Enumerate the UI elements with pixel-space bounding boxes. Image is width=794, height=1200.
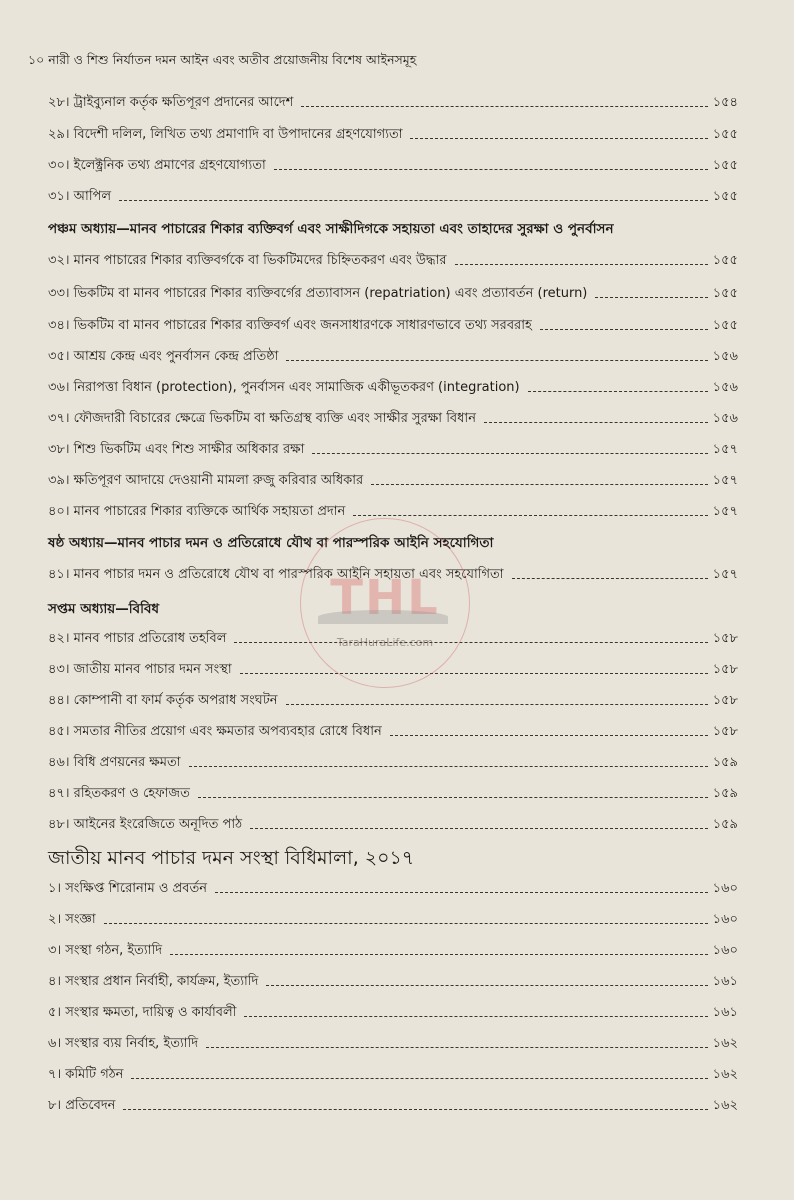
entry-title: ৪১। মানব পাচার দমন ও প্রতিরোধে যৌথ বা পারস্পরিক আইনি সহায়তা এবং সহযোগিতা xyxy=(48,567,504,582)
entry-title: ৪৮। আইনের ইংরেজিতে অনূদিত পাঠ xyxy=(48,817,243,832)
page-number: ১৫৭ xyxy=(712,504,738,519)
entry-title: ১। সংক্ষিপ্ত শিরোনাম ও প্রবর্তন xyxy=(48,881,208,896)
page-number: ১৫৬ xyxy=(712,411,738,426)
page-number: ১৫৯ xyxy=(712,755,738,770)
toc-entry xyxy=(48,967,738,993)
page-number: ১৬২ xyxy=(712,1036,738,1051)
entry-title: ৪০। মানব পাচারের শিকার ব্যক্তিকে আর্থিক সহায়তা প্রদান xyxy=(48,504,346,519)
page-number: ১৬০ xyxy=(712,943,738,958)
dot-leader xyxy=(353,515,708,516)
entry-title: ৪২। মানব পাচার প্রতিরোধ তহবিল xyxy=(48,631,227,646)
entry-title: ৩। সংস্থা গঠন, ইত্যাদি xyxy=(48,943,163,958)
page-number: ১৬০ xyxy=(712,912,738,927)
toc-entry xyxy=(48,1029,738,1055)
toc-entry xyxy=(48,404,738,430)
entry-title: ৩৮। শিশু ভিকটিম এবং শিশু সাক্ষীর অধিকার রক্ষা xyxy=(48,442,305,457)
entry-title: ৪৬। বিধি প্রণয়নের ক্ষমতা xyxy=(48,755,181,770)
entry-title: ২৯। বিদেশী দলিল, লিখিত তথ্য প্রমাণাদি বা উপাদানের গ্রহণযোগ্যতা xyxy=(48,127,403,142)
dot-leader xyxy=(123,1109,708,1110)
dot-leader xyxy=(390,735,708,736)
page-number: ১৬০ xyxy=(712,881,738,896)
toc-entry xyxy=(48,373,738,399)
rules-title: জাতীয় মানব পাচার দমন সংস্থা বিধিমালা, ২০১৭ xyxy=(48,847,415,869)
toc-entry xyxy=(48,1060,738,1086)
dot-leader xyxy=(170,954,708,955)
page-number: ১৫৮ xyxy=(712,693,738,708)
page-number: ১৬২ xyxy=(712,1098,738,1113)
dot-leader xyxy=(250,828,708,829)
dot-leader xyxy=(131,1078,708,1079)
toc-entry xyxy=(48,779,738,805)
entry-title: ৩৫। আশ্রয় কেন্দ্র এবং পুনর্বাসন কেন্দ্র প্রতিষ্ঠা xyxy=(48,349,279,364)
entry-title: ৪। সংস্থার প্রধান নির্বাহী, কার্যক্রম, ইত্যাদি xyxy=(48,974,259,989)
entry-title: ৮। প্রতিবেদন xyxy=(48,1098,116,1113)
dot-leader xyxy=(540,329,708,330)
dot-leader xyxy=(301,106,708,107)
entry-title: ৩৩। ভিকটিম বা মানব পাচারের শিকার ব্যক্তিবর্গের প্রত্যাবাসন (repatriation) এবং প্রত্যাবর্তন (return) xyxy=(48,286,588,301)
dot-leader xyxy=(274,169,708,170)
dot-leader xyxy=(244,1016,708,1017)
toc-entry xyxy=(48,905,738,931)
entry-title: ৩২। মানব পাচারের শিকার ব্যক্তিবর্গকে বা ভিকটিমদের চিহ্নিতকরণ এবং উদ্ধার xyxy=(48,253,447,268)
watermark-swoosh xyxy=(318,610,448,624)
toc-entry xyxy=(48,151,738,177)
toc-entry xyxy=(48,936,738,962)
toc-entry xyxy=(48,810,738,836)
dot-leader xyxy=(198,797,708,798)
entry-title: ৩১। আপিল xyxy=(48,189,112,204)
page-number: ১৫৬ xyxy=(712,380,738,395)
page-number: ১৫৫ xyxy=(712,286,738,301)
entry-title: ৪৩। জাতীয় মানব পাচার দমন সংস্থা xyxy=(48,662,232,677)
dot-leader xyxy=(595,297,708,298)
dot-leader xyxy=(286,360,708,361)
page-number: ১৬১ xyxy=(712,974,738,989)
page-number: ১৫৫ xyxy=(712,189,738,204)
page-number: ১৫৯ xyxy=(712,786,738,801)
dot-leader xyxy=(206,1047,708,1048)
chapter-heading: ষষ্ঠ অধ্যায়—মানব পাচার দমন ও প্রতিরোধে যৌথ বা পারস্পরিক আইনি সহযোগিতা xyxy=(48,535,494,551)
page-number: ১৫৭ xyxy=(712,442,738,457)
toc-entry xyxy=(48,182,738,208)
page-number: ১৫৭ xyxy=(712,473,738,488)
dot-leader xyxy=(104,923,708,924)
page-number: ১৬১ xyxy=(712,1005,738,1020)
dot-leader xyxy=(410,138,708,139)
dot-leader xyxy=(189,766,708,767)
toc-entry xyxy=(48,1091,738,1117)
chapter-heading: পঞ্চম অধ্যায়—মানব পাচারের শিকার ব্যক্তিবর্গ এবং সাক্ষীদিগকে সহায়তা এবং তাহাদের সুরক্ষা ও পুনর্বাসন xyxy=(48,221,614,237)
entry-title: ৩৪। ভিকটিম বা মানব পাচারের শিকার ব্যক্তিবর্গ এবং জনসাধারণকে সাধারণভাবে তথ্য সরবরাহ xyxy=(48,318,532,333)
toc-entry xyxy=(48,686,738,712)
dot-leader xyxy=(286,704,708,705)
page-number: ১৫৮ xyxy=(712,724,738,739)
dot-leader xyxy=(371,484,708,485)
toc-entry xyxy=(48,246,738,272)
toc-entry xyxy=(48,998,738,1024)
toc-entry xyxy=(48,466,738,492)
page-number: ১৫৭ xyxy=(712,567,738,582)
entry-title: ৬। সংস্থার ব্যয় নির্বাহ, ইত্যাদি xyxy=(48,1036,199,1051)
dot-leader xyxy=(512,578,708,579)
dot-leader xyxy=(528,391,708,392)
entry-title: ৭। কমিটি গঠন xyxy=(48,1067,124,1082)
dot-leader xyxy=(484,422,708,423)
watermark-logo: THL xyxy=(330,570,440,626)
entry-title: ৫। সংস্থার ক্ষমতা, দায়িত্ব ও কার্যাবলী xyxy=(48,1005,237,1020)
dot-leader xyxy=(119,200,708,201)
toc-entry xyxy=(48,120,738,146)
page-number: ১৫৪ xyxy=(712,95,738,110)
page-number: ১৫৯ xyxy=(712,817,738,832)
dot-leader xyxy=(455,264,708,265)
toc-entry xyxy=(48,88,738,114)
toc-entry xyxy=(48,748,738,774)
page-number: ১৫৫ xyxy=(712,253,738,268)
page-number: ১৫৬ xyxy=(712,349,738,364)
toc-entry xyxy=(48,342,738,368)
toc-entry xyxy=(48,311,738,337)
toc-entry xyxy=(48,717,738,743)
toc-entry xyxy=(48,435,738,461)
entry-title: ২। সংজ্ঞা xyxy=(48,912,96,927)
entry-title: ৪৪। কোম্পানী বা ফার্ম কর্তৃক অপরাধ সংঘটন xyxy=(48,693,278,708)
entry-title: ৩৬। নিরাপত্তা বিধান (protection), পুনর্বাসন এবং সামাজিক একীভূতকরণ (integration) xyxy=(48,380,520,395)
page-number: ১৫৫ xyxy=(712,127,738,142)
entry-title: ২৮। ট্রাইব্যুনাল কর্তৃক ক্ষতিপূরণ প্রদানের আদেশ xyxy=(48,95,294,110)
page-number: ১৫৮ xyxy=(712,662,738,677)
entry-title: ৩০। ইলেক্ট্রনিক তথ্য প্রমাণের গ্রহণযোগ্যতা xyxy=(48,158,266,173)
dot-leader xyxy=(215,892,708,893)
toc-entry xyxy=(48,874,738,900)
entry-title: ৩৭। ফৌজদারী বিচারের ক্ষেত্রে ভিকটিম বা ক্ষতিগ্রস্থ ব্যক্তি এবং সাক্ষীর সুরক্ষা বিধান xyxy=(48,411,476,426)
page-number: ১৫৫ xyxy=(712,158,738,173)
entry-title: ৪৫। সমতার নীতির প্রয়োগ এবং ক্ষমতার অপব্যবহার রোধে বিধান xyxy=(48,724,382,739)
page-number: ১৫৫ xyxy=(712,318,738,333)
watermark xyxy=(300,518,470,688)
running-head: ১০ নারী ও শিশু নির্যাতন দমন আইন এবং অতীব প্রয়োজনীয় বিশেষ আইনসমূহ xyxy=(28,52,417,67)
entry-title: ৩৯। ক্ষতিপূরণ আদায়ে দেওয়ানী মামলা রুজু করিবার অধিকার xyxy=(48,473,364,488)
chapter-heading: সপ্তম অধ্যায়—বিবিধ xyxy=(48,601,160,617)
dot-leader xyxy=(312,453,708,454)
entry-title: ৪৭। রহিতকরণ ও হেফাজত xyxy=(48,786,190,801)
watermark-url: TaraHuraLife.com xyxy=(336,636,434,649)
page-number: ১৫৮ xyxy=(712,631,738,646)
dot-leader xyxy=(266,985,708,986)
page-number: ১৬২ xyxy=(712,1067,738,1082)
toc-entry xyxy=(48,279,738,305)
